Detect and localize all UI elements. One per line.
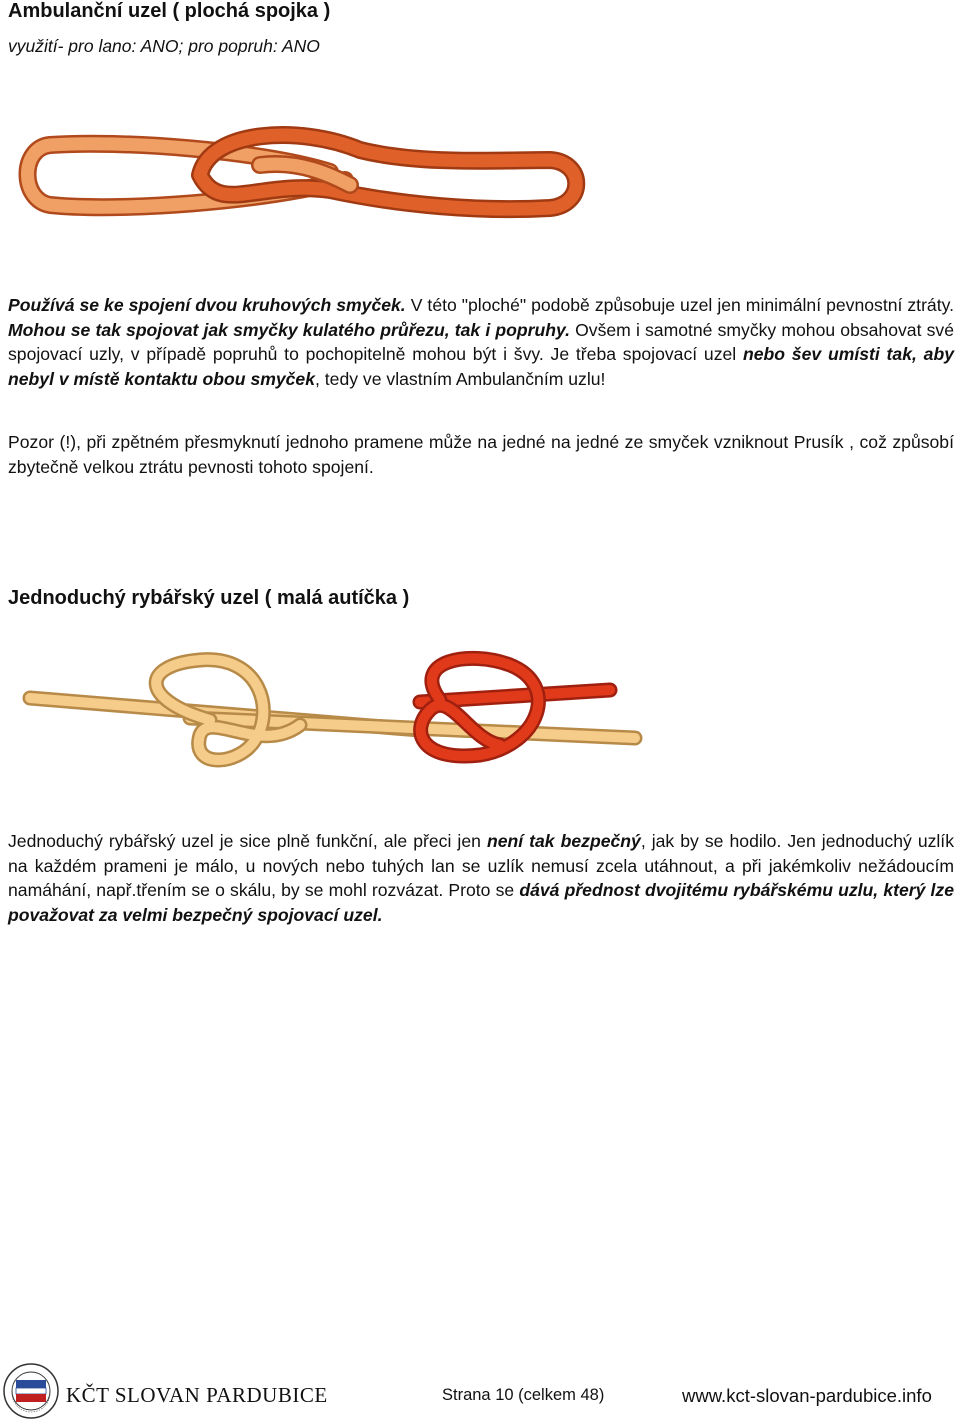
emphasis-text: dává přednost dvojitému rybářskému uzlu, který lze považovat za velmi bezpečný spojovací uzel. bbox=[8, 880, 954, 925]
footer-page-number: Strana 10 (celkem 48) bbox=[442, 1386, 605, 1404]
text-span: Jednoduchý rybářský uzel je sice plně funkční, ale přeci jen bbox=[8, 831, 487, 851]
fisherman-knot-illustration bbox=[0, 650, 640, 780]
usage-line: využití- pro lano: ANO; pro popruh: ANO bbox=[8, 36, 320, 56]
footer-club-name: KČT SLOVAN PARDUBICE bbox=[66, 1383, 328, 1407]
fisherman-knot-description bbox=[8, 829, 954, 927]
text-span: , jak by se hodilo. Jen jednoduchý uzlík na každém prameni je málo, u nových nebo tuhých lan se uzlík nemusí zcela utáhnout, a při jakémkoliv nežádoucím namáhání, např.třením se o skálu, by se mohl rozvázat. Proto se bbox=[8, 831, 954, 900]
club-logo bbox=[2, 1362, 60, 1420]
text-span: V této "ploché" podobě způsobuje uzel jen minimální pevnostní ztráty. bbox=[405, 295, 954, 315]
text-span: Ovšem i samotné smyčky mohou obsahovat své spojovací uzly, v případě popruhů to pochopitelně mohou být i švy. Je třeba spojovací uzel bbox=[8, 319, 954, 364]
emphasis-text: nebo šev umísti tak, aby nebyl v místě kontaktu obou smyček bbox=[8, 344, 954, 389]
text-span: , tedy ve vlastním Ambulančním uzlu! bbox=[315, 368, 606, 389]
warning-paragraph: Pozor (!), při zpětném přesmyknutí jednoho pramene může na jedné na jedné ze smyček vzniknout Prusík , což způsobí zbytečně velkou ztrátu pevnosti tohoto spojení. bbox=[8, 432, 954, 477]
ambulance-knot-description bbox=[8, 293, 954, 391]
emphasis-text: není tak bezpečný bbox=[486, 831, 641, 851]
section-title-ambulance-knot: Ambulanční uzel ( plochá spojka ) bbox=[8, 0, 331, 22]
ambulance-knot-illustration bbox=[0, 120, 600, 260]
section-title-fisherman-knot: Jednoduchý rybářský uzel ( malá autíčka ) bbox=[8, 587, 410, 609]
emphasis-text: Mohou se tak spojovat jak smyčky kulatého průřezu, tak i popruhy. bbox=[8, 319, 570, 340]
usage-statement: Používá se ke spojení dvou kruhových smyček. bbox=[8, 295, 406, 315]
footer-website-link[interactable]: www.kct-slovan-pardubice.info bbox=[682, 1385, 932, 1406]
